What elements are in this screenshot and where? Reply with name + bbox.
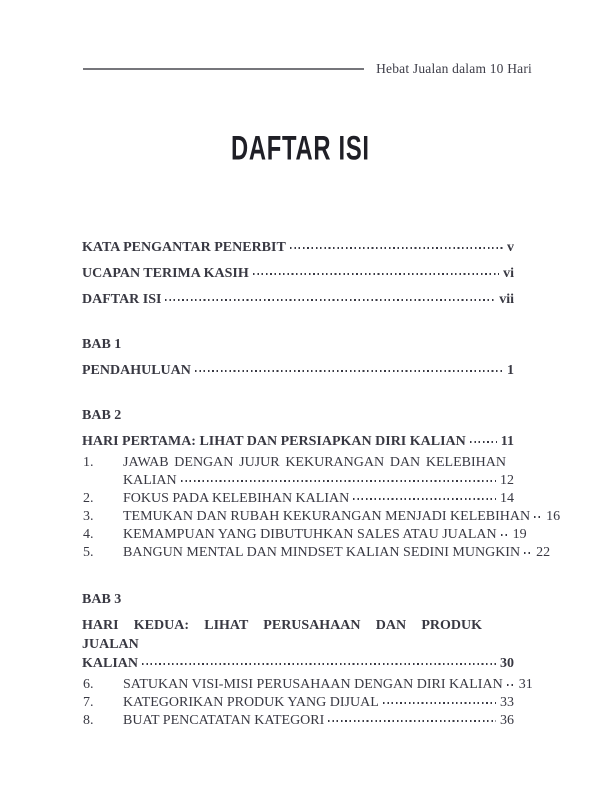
toc-item [82, 490, 514, 508]
page-number: vii [499, 292, 514, 307]
toc-item-number: 3. [83, 509, 94, 524]
toc-item-line [123, 712, 514, 730]
toc-item-line [123, 694, 514, 712]
running-header [83, 61, 532, 77]
chapter-title: HARI PERTAMA: LIHAT DAN PERSIAPKAN DIRI KALIAN [82, 434, 466, 449]
page-number: 31 [518, 677, 533, 692]
toc-item-number: 1. [83, 455, 94, 470]
toc-entry-label: KATA PENGANTAR PENERBIT [82, 240, 286, 255]
toc-item [82, 676, 533, 694]
toc-item-label: SATUKAN VISI-MISI PERUSAHAAN DENGAN DIRI KALIAN [123, 677, 503, 692]
toc-item-line [123, 544, 550, 562]
toc-item [82, 526, 527, 544]
page-number: 33 [500, 695, 514, 710]
toc-item-line [123, 526, 527, 544]
toc-item-line [123, 490, 514, 508]
toc-item-label: TEMUKAN DAN RUBAH KEKURANGAN MENJADI KELEBIHAN [123, 509, 531, 524]
header-rule [83, 68, 364, 70]
toc-item-number: 8. [83, 713, 94, 728]
toc-item-text [102, 508, 560, 526]
toc-item [82, 544, 551, 562]
toc-item-line [123, 508, 560, 526]
page-number: 11 [500, 434, 514, 449]
page-title: DAFTAR ISI [230, 128, 370, 167]
toc-item-label: KATEGORIKAN PRODUK YANG DIJUAL [123, 695, 379, 710]
toc-entry [82, 290, 514, 309]
toc-item-label: KEMAMPUAN YANG DIBUTUHKAN SALES ATAU JUALAN [123, 527, 497, 542]
page-number: vi [503, 266, 514, 281]
running-header-book-title: Hebat Jualan dalam 10 Hari [376, 61, 532, 76]
toc-item [82, 454, 514, 490]
page-number: v [507, 240, 514, 255]
toc-item [82, 508, 561, 526]
toc-item-text [102, 676, 533, 694]
toc-item-number: 2. [83, 491, 94, 506]
chapter-title: PENDAHULUAN [82, 363, 191, 378]
toc-item-line [123, 676, 533, 694]
toc-item-label: FOKUS PADA KELEBIHAN KALIAN [123, 491, 350, 506]
toc-item-line1: JAWAB DENGAN JUJUR KEKURANGAN DAN KELEBIHAN [123, 455, 506, 470]
toc-item [82, 694, 514, 712]
toc-item-text [102, 712, 514, 730]
page-number: 14 [500, 491, 514, 506]
chapter-title-entry [82, 432, 514, 451]
toc-item-label: KALIAN [123, 473, 177, 488]
page-number: 16 [546, 509, 561, 524]
page-number: 1 [507, 363, 514, 378]
page-number: 19 [512, 527, 527, 542]
toc-item-text [102, 694, 514, 712]
toc-item-number: 7. [83, 695, 94, 710]
toc-entry [82, 264, 514, 283]
toc-item-text [102, 526, 527, 544]
table-of-contents [82, 238, 561, 730]
page-number: 36 [500, 713, 514, 728]
toc-item-text [102, 454, 514, 490]
toc-item-number: 6. [83, 677, 94, 692]
toc-entry-label: DAFTAR ISI [82, 292, 162, 307]
toc-item-label: BANGUN MENTAL DAN MINDSET KALIAN SEDINI MUNGKIN [123, 545, 521, 560]
toc-entry [82, 238, 514, 257]
page-number: 22 [536, 545, 551, 560]
page-title-wrap [0, 129, 600, 167]
toc-entry-label: UCAPAN TERIMA KASIH [82, 266, 249, 281]
toc-item [82, 712, 514, 730]
toc-item-text [102, 490, 514, 508]
chapter-title-continuation: KALIAN [82, 656, 139, 671]
chapter-title-line1: HARI KEDUA: LIHAT PERUSAHAAN DAN PRODUK JUALAN [82, 618, 482, 652]
chapter-title-line2 [82, 654, 514, 673]
chapter-label: BAB 2 [82, 408, 122, 423]
chapter-label: BAB 3 [82, 592, 122, 607]
toc-item-number: 5. [83, 545, 94, 560]
page-number: 12 [500, 473, 514, 488]
page-number: 30 [500, 656, 514, 671]
toc-item-line2 [123, 472, 514, 490]
chapter-title-entry [82, 361, 514, 380]
toc-item-label: BUAT PENCATATAN KATEGORI [123, 713, 325, 728]
toc-item-number: 4. [83, 527, 94, 542]
toc-item-text [102, 544, 550, 562]
chapter-label: BAB 1 [82, 337, 122, 352]
